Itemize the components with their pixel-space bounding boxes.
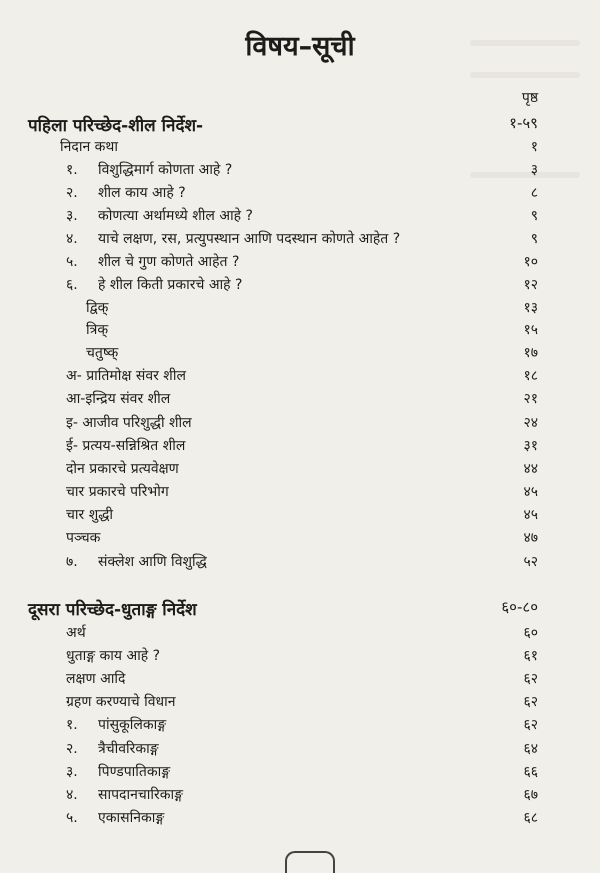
toc-entry-page: ६०-८० (501, 598, 538, 616)
toc-entry-page: ६२ (523, 671, 538, 687)
toc-entry-title: अर्थ (66, 625, 86, 641)
toc-entry-title: द्विक् (86, 300, 109, 316)
toc-entry (0, 785, 600, 809)
toc-entry (0, 646, 600, 670)
toc-entry-title: पञ्चक (66, 530, 101, 546)
toc-entry (0, 808, 600, 832)
toc-entry-page: ६१ (523, 648, 538, 664)
toc-entry-title: ग्रहण करण्याचे विधान (66, 694, 176, 710)
toc-entry-page: ८ (530, 185, 538, 201)
toc-entry-page: ३१ (523, 438, 538, 454)
page-title: विषय–सूची (245, 31, 355, 62)
toc-entry-number: १. (66, 717, 78, 733)
toc-entry-number: ५. (66, 810, 78, 826)
toc-entry (0, 320, 600, 344)
toc-entry-page: ६७ (523, 787, 538, 803)
toc-entry-page: २४ (523, 415, 538, 431)
toc-entry-title: हे शील किती प्रकारचे आहे ? (98, 277, 243, 293)
toc-entry-page: १७ (523, 345, 538, 361)
toc-entry-page: ६४ (523, 741, 538, 757)
toc-entry-number: २. (66, 185, 78, 201)
toc-entry-page: २१ (523, 391, 538, 407)
toc-entry-title: संक्लेश आणि विशुद्धि (98, 554, 207, 570)
toc-entry (0, 459, 600, 483)
toc-entry (0, 366, 600, 390)
toc-entry-page: ९ (530, 231, 538, 247)
toc-entry-title: शील चे गुण कोणते आहेत ? (98, 254, 240, 270)
toc-entry (0, 715, 600, 739)
toc-entry-title: अ- प्रातिमोक्ष संवर शील (66, 368, 186, 384)
toc-entry (0, 413, 600, 437)
toc-entry-title: याचे लक्षण, रस, प्रत्युपस्थान आणि पदस्थान कोणते आहेत ? (98, 231, 401, 247)
toc-entry-page: १५ (523, 322, 538, 338)
toc-entry (0, 298, 600, 322)
toc-entry (0, 343, 600, 367)
toc-entry (0, 739, 600, 763)
toc-entry-number: ५. (66, 254, 78, 270)
toc-entry-number: ७. (66, 554, 78, 570)
toc-entry-page: ६८ (523, 810, 538, 826)
toc-entry-number: ४. (66, 787, 78, 803)
toc-entry (0, 183, 600, 207)
toc-entry-number: ३. (66, 208, 78, 224)
toc-entry-page: ४५ (523, 507, 538, 523)
toc-entry-title: ई- प्रत्यय-सन्निश्रित शील (66, 438, 186, 454)
toc-entry-page: १८ (523, 368, 538, 384)
toc-entry-page: ६२ (523, 717, 538, 733)
toc-entry-page: ६६ (523, 764, 538, 780)
toc-chapter-heading (0, 113, 600, 137)
toc-entry (0, 528, 600, 552)
toc-entry-page: १० (523, 254, 538, 270)
toc-entry-title: सापदानचारिकाङ्ग (98, 787, 183, 803)
toc-entry-title: चतुष्क् (86, 345, 119, 361)
toc-entry (0, 552, 600, 576)
toc-entry-page: ६२ (523, 694, 538, 710)
toc-entry-number: ६. (66, 277, 78, 293)
toc-entry-number: ४. (66, 231, 78, 247)
toc-entry (0, 160, 600, 184)
toc-entry (0, 692, 600, 716)
toc-entry-page: ४७ (523, 530, 538, 546)
toc-entry-number: ३. (66, 764, 78, 780)
toc-entry-page: १ (530, 139, 538, 155)
toc-entry-page: १२ (523, 277, 538, 293)
toc-entry-title: दोन प्रकारचे प्रत्यवेक्षण (66, 461, 179, 477)
toc-entry-title: धुताङ्ग काय आहे ? (66, 648, 161, 664)
toc-entry-title: एकासनिकाङ्ग (98, 810, 165, 826)
toc-entry-page: १-५९ (509, 114, 538, 132)
page-column-header: पृष्ठ (521, 90, 539, 106)
toc-entry-number: २. (66, 741, 78, 757)
bleed-through-mark (470, 72, 580, 78)
toc-entry-title: पांसुकूलिकाङ्ग (98, 717, 167, 733)
toc-entry (0, 229, 600, 253)
toc-entry-title: कोणत्या अर्थामध्ये शील आहे ? (98, 208, 253, 224)
toc-entry (0, 669, 600, 693)
toc-entry (0, 482, 600, 506)
toc-entry-title: चार प्रकारचे परिभोग (66, 484, 169, 500)
toc-entry-title: दूसरा परिच्छेद-धुताङ्ग निर्देश (28, 600, 197, 620)
toc-entry-page: ४४ (523, 461, 538, 477)
toc-entry (0, 762, 600, 786)
toc-entry-title: इ- आजीव परिशुद्धी शील (66, 415, 192, 431)
toc-entry-title: त्रैचीवरिकाङ्ग (98, 741, 159, 757)
toc-entry (0, 137, 600, 161)
toc-entry-title: लक्षण आदि (66, 671, 126, 687)
page-number-ornament (285, 851, 335, 873)
toc-entry (0, 505, 600, 529)
toc-entry (0, 252, 600, 276)
toc-entry-title: त्रिक् (86, 322, 109, 338)
toc-entry-title: आ-इन्द्रिय संवर शील (66, 391, 171, 407)
toc-chapter-heading (0, 597, 600, 621)
toc-entry (0, 389, 600, 413)
toc-entry-page: १३ (523, 300, 538, 316)
toc-entry-page: ५२ (523, 554, 538, 570)
toc-entry-title: निदान कथा (60, 139, 119, 155)
toc-entry (0, 275, 600, 299)
toc-entry-title: चार शुद्धी (66, 507, 114, 523)
toc-entry-title: पहिला परिच्छेद-शील निर्देश- (28, 116, 204, 136)
toc-entry-page: ४५ (523, 484, 538, 500)
toc-entry-title: शील काय आहे ? (98, 185, 186, 201)
toc-entry-title: विशुद्धिमार्ग कोणता आहे ? (98, 162, 233, 178)
toc-entry (0, 623, 600, 647)
toc-entry-page: ३ (530, 162, 538, 178)
toc-entry (0, 206, 600, 230)
toc-entry-page: ६० (523, 625, 538, 641)
toc-entry-page: ९ (530, 208, 538, 224)
toc-entry-title: पिण्डपातिकाङ्ग (98, 764, 171, 780)
toc-entry (0, 436, 600, 460)
toc-entry-number: १. (66, 162, 78, 178)
